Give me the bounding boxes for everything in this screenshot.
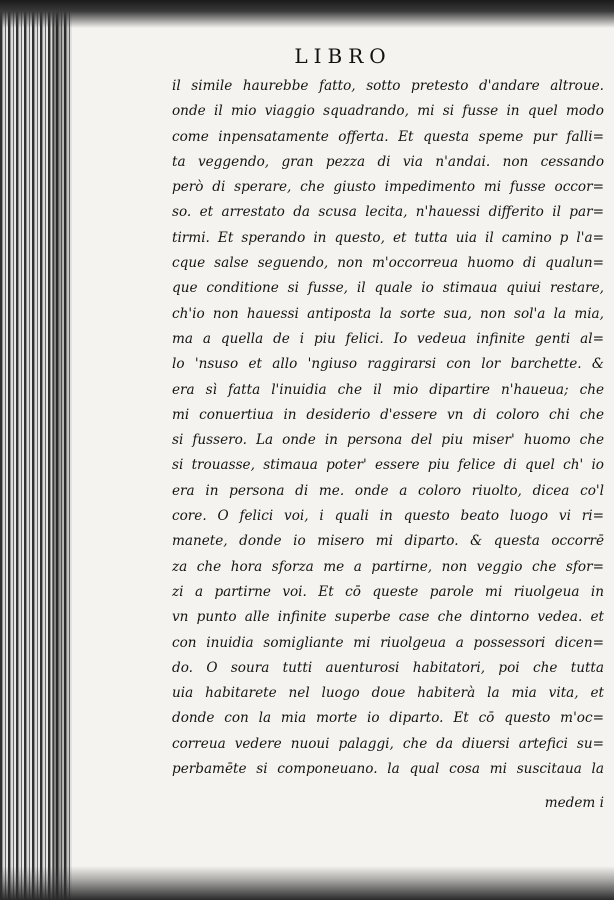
text-line: do. O soura tutti auenturosi habitatori, poi che tutta (172, 659, 604, 676)
text-line: que conditione si fusse, il quale io stimaua quiui restare, (172, 280, 604, 297)
page-body (72, 28, 614, 868)
text-line: il simile haurebbe fatto, sotto pretesto d'andare altroue. (172, 78, 604, 94)
scan-bottom-shadow (0, 866, 614, 900)
text-line: core. O felici voi, i quali in questo beato luogo vi ri= (172, 508, 604, 525)
text-line: era in persona di me. onde a coloro riuolto, dicea co'l (172, 482, 604, 499)
text-line: ch'io non hauessi antiposta la sorte sua, non sol'a la mia, (172, 305, 604, 322)
text-line: si fussero. La onde in persona del piu miser' huomo che (172, 432, 604, 449)
text-line: za che hora sforza me a partirne, non veggio che sfor= (172, 558, 604, 575)
text-line: come inpensatamente offerta. Et questa speme pur falli= (172, 128, 604, 145)
scan-top-shadow (0, 0, 614, 28)
text-line: perbamēte si componeuano. la qual cosa mi suscitaua la (172, 761, 604, 778)
text-line: era sì fatta l'inuidia che il mio dipartire n'haueua; che (172, 381, 604, 398)
book-page-edges (0, 0, 72, 900)
text-line: lo 'nsuso et allo 'ngiuso raggirarsi con lor barchette. & (172, 356, 604, 373)
text-line: mi conuertiua in desiderio d'essere vn di coloro chi che (172, 406, 604, 423)
text-line: si trouasse, stimaua poter' essere piu felice di quel ch' io (172, 457, 604, 474)
text-line: tirmi. Et sperando in questo, et tutta uia il camino p l'a= (172, 229, 604, 246)
text-line: vn punto alle infinite superbe case che dintorno vedea. et (172, 609, 604, 626)
text-line: so. et arrestato da scusa lecita, n'hauessi differito il par= (172, 204, 604, 221)
catchword: medem i (544, 795, 604, 811)
text-line: correua vedere nuoui palaggi, che da diuersi artefici su= (172, 735, 604, 752)
text-line: cque salse seguendo, non m'occorreua huomo di qualun= (172, 255, 604, 272)
text-line: con inuidia somigliante mi riuolgeua a possessori dicen= (172, 634, 604, 651)
text-line: manete, donde io misero mi diparto. & questa occorrē (172, 533, 604, 550)
text-line: onde il mio viaggio squadrando, mi si fusse in quel modo (172, 103, 604, 120)
text-line: ta veggendo, gran pezza di via n'andai. non cessando (172, 153, 604, 170)
text-line: donde con la mia morte io diparto. Et cō questo m'oc= (172, 710, 604, 727)
text-line: uia habitarete nel luogo doue habiterà la mia vita, et (172, 685, 604, 702)
text-line: ma a quella de i piu felici. Io vedeua infinite genti al= (172, 330, 604, 347)
text-line: zi a partirne voi. Et cō queste parole mi riuolgeua in (172, 583, 604, 600)
running-head: LIBRO (294, 44, 392, 68)
body-text (172, 74, 604, 782)
text-line: però di sperare, che giusto impedimento mi fusse occor= (172, 179, 604, 196)
